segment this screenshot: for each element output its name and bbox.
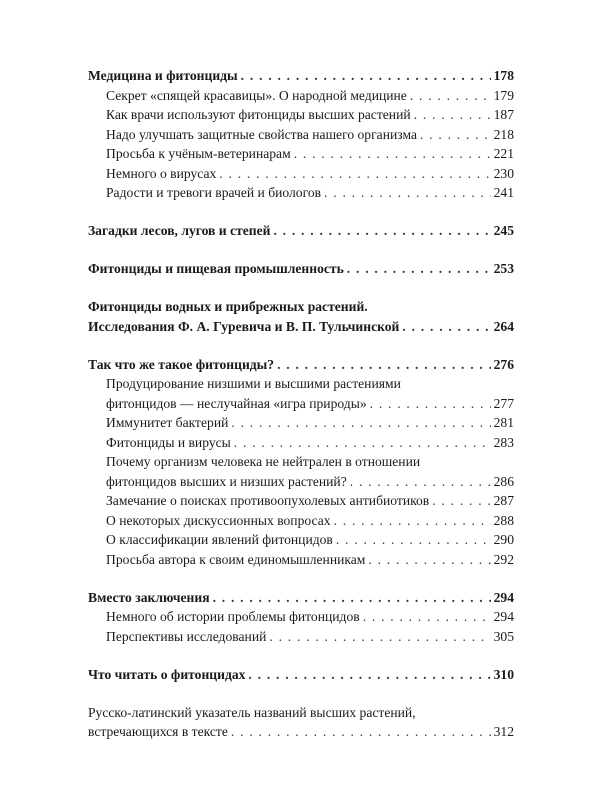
dot-leader [370, 394, 491, 414]
dot-leader [231, 722, 491, 742]
entry-title: Иммунитет бактерий [106, 415, 229, 430]
toc-entry[interactable] [106, 164, 514, 184]
entry-title-line-2: фитонцидов высших и низших растений? [106, 473, 347, 489]
toc-entry[interactable] [106, 607, 514, 627]
entry-title-line-2: фитонцидов — неслучайная «игра природы» [106, 395, 367, 411]
dot-leader [269, 627, 490, 647]
toc-section-heading[interactable] [88, 297, 514, 336]
entry-title-line-1: Почему организм человека не нейтрален в отношении [106, 454, 421, 469]
entry-title: Фитонциды и вирусы [106, 434, 231, 450]
dot-leader [213, 588, 491, 608]
page-number: 288 [493, 512, 514, 528]
page-number: 221 [493, 146, 514, 161]
toc-section-heading[interactable] [88, 221, 514, 241]
entry-title: Замечание о поисках противоопухолевых антибиотиков [106, 493, 430, 508]
page-number: 294 [493, 589, 514, 605]
page-number: 276 [493, 356, 514, 372]
toc-entry[interactable] [106, 144, 514, 164]
dot-leader [363, 607, 491, 627]
section-title: Фитонциды и пищевая промышленность [88, 261, 344, 276]
toc-section-heading[interactable] [88, 259, 514, 279]
page-number: 218 [493, 126, 514, 142]
section-title: Медицина и фитонциды [88, 68, 238, 83]
section-title: Так что же такое фитонциды? [88, 356, 275, 372]
dot-leader [414, 105, 491, 125]
page-number: 287 [493, 493, 514, 508]
entry-title: Просьба к учёным-ветеринарам [106, 146, 291, 161]
page-number: 179 [493, 87, 514, 103]
dot-leader [219, 164, 490, 184]
dot-leader [231, 413, 490, 433]
page-number: 253 [493, 261, 514, 276]
table-of-contents [88, 66, 514, 742]
page-number: 310 [493, 666, 514, 682]
toc-section-heading[interactable] [88, 703, 514, 742]
page-number: 245 [493, 223, 514, 238]
dot-leader [368, 550, 490, 570]
page-number: 294 [493, 609, 514, 624]
dot-leader [241, 66, 491, 86]
page-number: 230 [493, 165, 514, 181]
dot-leader [248, 665, 490, 685]
toc-section-heading[interactable] [88, 355, 514, 375]
entry-title: О некоторых дискуссионных вопросах [106, 512, 331, 528]
section-title-line-1: Фитонциды водных и прибрежных растений. [88, 299, 368, 314]
toc-entry[interactable] [106, 433, 514, 453]
entry-title-line-1: Продуцирование низшими и высшими растениями [106, 376, 401, 391]
dot-leader [402, 317, 490, 337]
section-title-line-2: встречающихся в тексте [88, 724, 228, 739]
dot-leader [432, 491, 490, 511]
page-number: 187 [493, 107, 514, 122]
toc-entry[interactable] [106, 183, 514, 203]
page-number: 305 [493, 628, 514, 644]
entry-title: О классификации явлений фитонцидов [106, 532, 333, 547]
dot-leader [336, 530, 491, 550]
toc-entry[interactable] [106, 530, 514, 550]
entry-title: Секрет «спящей красавицы». О народной медицине [106, 87, 407, 103]
toc-entry[interactable] [106, 413, 514, 433]
section-title: Загадки лесов, лугов и степей [88, 223, 271, 238]
dot-leader [350, 472, 491, 492]
page-number: 281 [493, 415, 514, 430]
page-number: 283 [493, 434, 514, 450]
section-title-line-2: Исследования Ф. А. Гуревича и В. П. Тульчинской [88, 318, 400, 334]
page-number: 264 [493, 318, 514, 334]
toc-section-heading[interactable] [88, 588, 514, 608]
dot-leader [410, 86, 491, 106]
section-title: Вместо заключения [88, 589, 210, 605]
entry-title: Немного об истории проблемы фитонцидов [106, 609, 360, 624]
toc-entry[interactable] [106, 125, 514, 145]
toc-entry[interactable] [106, 627, 514, 647]
entry-title: Надо улучшать защитные свойства нашего организма [106, 126, 417, 142]
page-number: 286 [493, 473, 514, 489]
section-title: Что читать о фитонцидах [88, 666, 246, 682]
page-number: 292 [493, 551, 514, 567]
toc-entry[interactable] [106, 86, 514, 106]
dot-leader [273, 221, 490, 241]
page-number: 312 [493, 724, 514, 739]
toc-section-heading[interactable] [88, 665, 514, 685]
entry-title: Немного о вирусах [106, 165, 217, 181]
section-title-line-1: Русско-латинский указатель названий высших растений, [88, 704, 416, 720]
entry-title: Просьба автора к своим единомышленникам [106, 551, 366, 567]
dot-leader [277, 355, 491, 375]
page-number: 277 [493, 395, 514, 411]
page-number: 241 [493, 185, 514, 200]
toc-entry[interactable] [106, 105, 514, 125]
dot-leader [334, 511, 491, 531]
dot-leader [347, 259, 491, 279]
toc-entry[interactable] [106, 452, 514, 491]
dot-leader [420, 125, 491, 145]
toc-entry[interactable] [106, 511, 514, 531]
dot-leader [324, 183, 491, 203]
toc-entry[interactable] [106, 550, 514, 570]
toc-section-heading[interactable] [88, 66, 514, 86]
toc-entry[interactable] [106, 491, 514, 511]
dot-leader [234, 433, 491, 453]
page-number: 178 [493, 68, 514, 83]
toc-entry[interactable] [106, 374, 514, 413]
entry-title: Перспективы исследований [106, 628, 267, 644]
entry-title: Как врачи используют фитонциды высших растений [106, 107, 411, 122]
entry-title: Радости и тревоги врачей и биологов [106, 185, 322, 200]
page-number: 290 [493, 532, 514, 547]
dot-leader [294, 144, 491, 164]
